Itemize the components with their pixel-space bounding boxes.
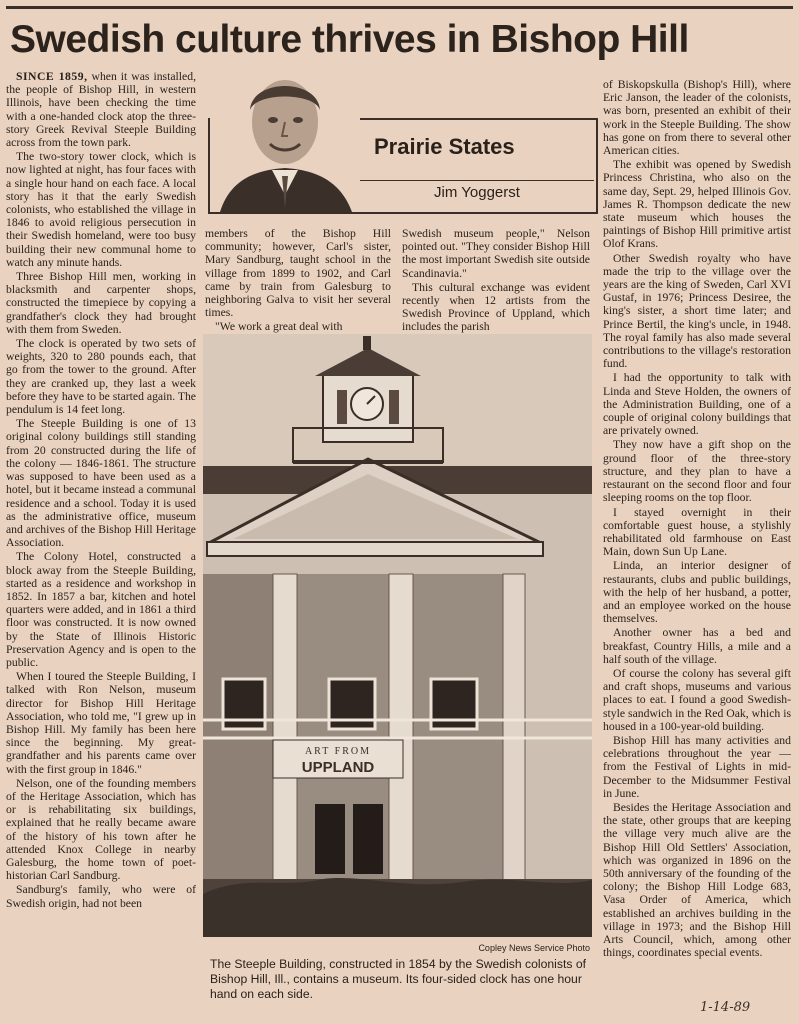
paragraph-text: The Colony Hotel, constructed a block away from the Steeple Building, started as a residence and workshop in 1852. In 1857 a bar, kitchen and hotel quarters were added, and in 1861 a third floor was constructed. It is now owned by the State of Illinois Historic Preservation Agency and is open to the public.: [6, 550, 196, 669]
byline: Jim Yoggerst: [434, 184, 520, 201]
photo-credit: Copley News Service Photo: [478, 943, 590, 953]
paragraph-text: of Biskopskulla (Bishop's Hill), where Eric Janson, the leader of the colonists, was born, presented an exhibit of their work in the Steeple Building. The show has gone on from there to several other American cities.: [603, 78, 791, 158]
paragraph-text: members of the Bishop Hill community; however, Carl's sister, Mary Sandburg, taught school in the village from 1899 to 1902, and Carl came by train from Galesburg to neighboring Galva to visit her several times.: [205, 227, 391, 320]
article-paragraph: [603, 801, 791, 959]
column-1: [273, 574, 297, 894]
article-paragraph: [603, 78, 791, 157]
paragraph-text: The clock is operated by two sets of weights, 320 to 280 pounds each, that go from the tower to the ground. After they are cranked up, they last a week before they have to be started again. The pendulum is 14 feet long.: [6, 337, 196, 417]
paragraph-text: Another owner has a bed and breakfast, Country Hills, a mile and a half south of the village.: [603, 626, 791, 666]
article-paragraph: [205, 227, 391, 319]
paragraph-text: Three Bishop Hill men, working in blacksmith and carpenter shops, constructed the timepiece by copying a grandfather's clock they had brought with them from Sweden.: [6, 270, 196, 336]
steeple-building-photo: [203, 334, 592, 937]
article-paragraph: [603, 506, 791, 559]
handwritten-date: 1-14-89: [700, 1000, 751, 1015]
article-paragraph: [6, 777, 196, 883]
paragraph-text: They now have a gift shop on the ground floor of the three-story structure, and they plan to have a restaurant on the second floor and four sleeping rooms on the top floor.: [603, 438, 791, 505]
article-paragraph: [603, 158, 791, 250]
article-column-right: [603, 78, 791, 1018]
sign-line-2: UPPLAND: [301, 759, 375, 776]
paragraph-text: The exhibit was opened by Swedish Princess Christina, who also on the same day, Sept. 29, helped Illinois Gov. James R. Thompson dedicate the new state museum which houses the paintings of Bishop Hill primitive artist Olof Krans.: [603, 158, 791, 251]
article-paragraph: [6, 417, 196, 549]
paragraph-text: I stayed overnight in their comfortable guest house, a stylishly rehabilitated old farmhouse on East Main, down Sun Up Lane.: [603, 505, 791, 559]
article-column-mid-1: [205, 227, 391, 334]
article-paragraph: [603, 438, 791, 504]
article-paragraph: [6, 70, 196, 149]
article-paragraph: [6, 670, 196, 776]
article-paragraph: [205, 320, 391, 333]
paragraph-text: This cultural exchange was evident recently when 12 artists from the Swedish Province of Uppland, which includes the parish: [402, 280, 590, 334]
headline: Swedish culture thrives in Bishop Hill: [10, 18, 689, 61]
article-paragraph: [6, 337, 196, 416]
article-column-left: [6, 70, 196, 1020]
article-paragraph: [603, 734, 791, 800]
article-paragraph: [603, 626, 791, 666]
article-paragraph: [402, 227, 590, 280]
article-paragraph: [603, 252, 791, 371]
column-2: [389, 574, 413, 894]
article-column-mid-2: [402, 227, 590, 334]
paragraph-text: I had the opportunity to talk with Linda and Steve Holden, the owners of the Administration Building, one of a couple of original colony buildings that are privately owned.: [603, 371, 791, 438]
author-portrait: [210, 70, 360, 212]
paragraph-text: Swedish museum people," Nelson pointed out. "They consider Bishop Hill the most important Swedish site outside Scandinavia.": [402, 227, 590, 280]
paragraph-text: When I toured the Steeple Building, I talked with Ron Nelson, museum director for Bishop Hill Heritage Association, who told me, "I grew up in Bishop Hill. My family has been here since the beginning. My great-grandfather and his parents came over with the first group in 1846.": [6, 670, 196, 776]
article-paragraph: [6, 150, 196, 269]
article-paragraph: [6, 270, 196, 336]
paragraph-text: Of course the colony has several gift and craft shops, museums and various places to eat. I found a good Swedish-style sandwich in the Red Oak, which is housed in a 100-year-old building.: [603, 666, 791, 733]
paragraph-text: Sandburg's family, who were of Swedish origin, had not been: [6, 883, 196, 910]
paragraph-text: The Steeple Building is one of 13 original colony buildings still standing from 20 constructed during the life of the colony — 1846-1861. The structure was supposed to have been used as a hotel, but it became instead a communal residence and a school. Today it is used as the administrative office, museum and archives of the Bishop Hill Heritage Association.: [6, 417, 196, 550]
sign-line-1: ART FROM: [304, 746, 372, 757]
top-rule: [6, 6, 793, 9]
paragraph-text: Linda, an interior designer of restaurants, clubs and public buildings, with the help of her husband, a potter, and an employee worked on the house themselves.: [603, 559, 791, 626]
paragraph-text: Besides the Heritage Association and the state, other groups that are keeping the village very much alive are the Bishop Hill Old Settlers' Association, which was organized in 1896 on the 50th anniversary of the founding of the colony; the Bishop Hill Lodge 683, Vasa Order of America, which established an archives building in the village in 1973; and the Bishop Hill Arts Council, which, among other things, coordinates special events.: [603, 800, 791, 960]
article-paragraph: [603, 667, 791, 733]
paragraph-text: Nelson, one of the founding members of the Heritage Association, which has or is rehabilitating six buildings, explained that he really became aware of the history of his town after he attended Knox College in nearby Galesburg, the home town of poet-historian Carl Sandburg.: [6, 776, 196, 883]
article-paragraph: [402, 281, 590, 334]
article-paragraph: [603, 371, 791, 437]
lead-in: SINCE 1859,: [16, 70, 88, 83]
paragraph-text: Other Swedish royalty who have made the trip to the village over the years are the king of Sweden, Carl XVI Gustaf, in 1976; Princess Desiree, the king's sister, a short time later; and Prince Bertil, the king's uncle, in 1948. The royal family has also made several contributions to the village's restoration fund.: [603, 251, 791, 371]
column-3: [503, 574, 525, 894]
column-title: Prairie States: [374, 134, 515, 159]
photo-caption: The Steeple Building, constructed in 1854 by the Swedish colonists of Bishop Hill, Ill., contains a museum. Its four-sided clock has one hour hand on each side.: [210, 957, 587, 1001]
paragraph-text: The two-story tower clock, which is now lighted at night, has four faces with a single hour hand on each face. A local story has it that the early Swedish colonists, who established the village in 1846 to avoid religious persecution in their Swedish homeland, were too busy building their new communal home to watch any minute hands.: [6, 150, 196, 269]
article-paragraph: [6, 550, 196, 669]
paragraph-text: "We work a great deal with: [215, 320, 343, 334]
article-paragraph: [6, 883, 196, 909]
paragraph-text: when it was installed, the people of Bishop Hill, in western Illinois, have been checking the time with a one-handed clock atop the three-story Greek Revival Steeple Building across from the town park.: [6, 70, 196, 150]
byline-rule: [360, 180, 594, 181]
article-paragraph: [603, 559, 791, 625]
paragraph-text: Bishop Hill has many activities and celebrations throughout the year — from the Festival of Lights in mid-December to the Midsummer Festival in June.: [603, 733, 791, 800]
